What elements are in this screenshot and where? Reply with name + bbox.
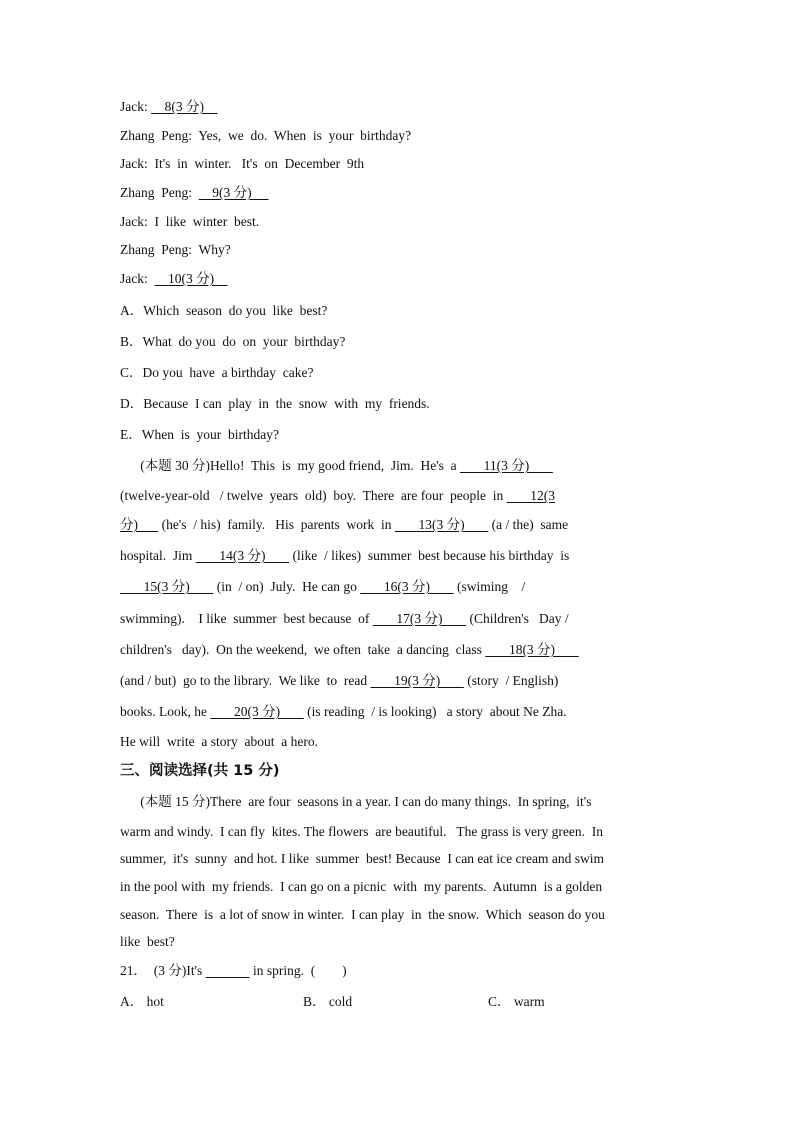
cloze-line	[120, 516, 568, 534]
cloze-line	[120, 672, 558, 690]
cloze-text: (and / but) go to the library. We like to read	[120, 673, 371, 688]
dialogue-line	[120, 155, 364, 173]
reading-line: warm and windy. I can fly kites. The flowers are beautiful. The grass is very green. In	[120, 824, 603, 839]
cloze-text: swimming). I like summer best because of	[120, 611, 373, 626]
choice-letter: A．	[120, 994, 144, 1009]
speaker-label: Zhang Peng:	[120, 242, 192, 257]
answer-blank: 11(3 分)	[460, 458, 553, 473]
speaker-label: Jack:	[120, 99, 148, 114]
answer-blank: 14(3 分)	[195, 548, 290, 563]
dialogue-text	[148, 271, 155, 286]
speaker-label: Jack:	[120, 271, 148, 286]
answer-blank: 16(3 分)	[360, 579, 454, 594]
speaker-label: Zhang Peng:	[120, 128, 192, 143]
cloze-text: He will write a story about a hero.	[120, 734, 318, 749]
cloze-text: books. Look, he	[120, 704, 211, 719]
dialogue-text: I like winter best.	[147, 214, 260, 229]
question-21	[120, 962, 347, 980]
speaker-label: Zhang Peng:	[120, 185, 192, 200]
cloze-line	[120, 578, 525, 596]
cloze-text: (本题 30 分)Hello! This is my good friend, Jim. He's a	[120, 458, 461, 473]
option-letter: A．	[120, 303, 144, 318]
choice-b	[303, 993, 352, 1011]
cloze-line	[120, 457, 553, 475]
reading-line: summer, it's sunny and hot. I like summer best! Because I can eat ice cream and swim	[120, 851, 605, 866]
answer-blank: 13(3 分)	[394, 517, 489, 532]
choice-text: cold	[328, 994, 353, 1009]
answer-blank: 分)	[120, 517, 159, 532]
cloze-text: (in / on) July. He can go	[213, 579, 361, 594]
dialogue-text: Why?	[192, 242, 231, 257]
answer-blank-8: 8(3 分)	[151, 99, 218, 114]
option-letter: C．	[120, 365, 143, 380]
dialogue-line	[120, 127, 411, 145]
answer-blank-10: 10(3 分)	[154, 271, 228, 286]
cloze-line	[120, 733, 318, 751]
reading-line: like best?	[120, 934, 175, 949]
cloze-line	[120, 487, 555, 505]
speaker-label: Jack:	[120, 156, 148, 171]
option-text: When is your birthday?	[141, 427, 279, 442]
question-stem: 21． (3 分)It's	[120, 963, 206, 978]
answer-blank: 15(3 分)	[120, 579, 214, 594]
reading-line: in the pool with my friends. I can go on a picnic with my parents. Autumn is a golden	[120, 879, 603, 894]
option-a	[120, 302, 327, 320]
option-letter: B．	[120, 334, 143, 349]
cloze-text: (like / likes) summer best because his birthday is	[289, 548, 570, 563]
section-heading: 三、阅读选择(共 15 分)	[120, 763, 280, 779]
dialogue-line	[120, 98, 218, 116]
choice-a	[120, 993, 164, 1011]
option-letter: E．	[120, 427, 142, 442]
option-text: What do you do on your birthday?	[142, 334, 346, 349]
dialogue-line	[120, 241, 231, 259]
option-text: Because I can play in the snow with my friends.	[143, 396, 430, 411]
choice-letter: B．	[303, 994, 326, 1009]
speaker-label: Jack:	[120, 214, 148, 229]
option-b	[120, 333, 345, 351]
dialogue-text: It's in winter. It's on December 9th	[147, 156, 365, 171]
option-d	[120, 395, 430, 413]
choice-letter: C．	[488, 994, 511, 1009]
cloze-text: (story / English)	[463, 673, 559, 688]
answer-blank: 19(3 分)	[370, 673, 464, 688]
dialogue-line	[120, 270, 228, 288]
cloze-line	[120, 547, 569, 565]
cloze-line	[120, 610, 569, 628]
option-text: Do you have a birthday cake?	[142, 365, 314, 380]
dialogue-text: Yes, we do. When is your birthday?	[192, 128, 412, 143]
answer-blank-9: 9(3 分)	[198, 185, 269, 200]
cloze-line	[120, 641, 579, 659]
answer-blank: 17(3 分)	[372, 611, 467, 626]
choice-text: hot	[146, 994, 164, 1009]
answer-blank-21	[206, 963, 250, 978]
option-text: Which season do you like best?	[143, 303, 328, 318]
cloze-text: (twelve-year-old / twelve years old) boy. There are four people in	[120, 488, 507, 503]
dialogue-line	[120, 184, 269, 202]
cloze-text: (Children's Day /	[466, 611, 569, 626]
cloze-text: children's day). On the weekend, we often take a dancing class	[120, 642, 486, 657]
answer-blank: 12(3	[506, 488, 555, 503]
choice-c	[488, 993, 545, 1011]
dialogue-line	[120, 213, 259, 231]
cloze-text: (he's / his) family. His parents work in	[158, 517, 395, 532]
option-letter: D．	[120, 396, 144, 411]
reading-line: (本题 15 分)There are four seasons in a year. I can do many things. In spring, it's	[120, 794, 592, 809]
question-stem-end: in spring. ( )	[249, 963, 347, 978]
cloze-text: (is reading / is looking) a story about Ne Zha.	[303, 704, 567, 719]
cloze-text: (a / the) same	[488, 517, 569, 532]
reading-line: season. There is a lot of snow in winter. I can play in the snow. Which season do you	[120, 907, 605, 922]
cloze-text: hospital. Jim	[120, 548, 196, 563]
cloze-text: (swiming /	[453, 579, 526, 594]
option-e	[120, 426, 279, 444]
choice-text: warm	[513, 994, 545, 1009]
answer-blank: 20(3 分)	[210, 704, 304, 719]
answer-blank: 18(3 分)	[485, 642, 579, 657]
dialogue-text	[192, 185, 199, 200]
cloze-line	[120, 703, 567, 721]
option-c	[120, 364, 313, 382]
